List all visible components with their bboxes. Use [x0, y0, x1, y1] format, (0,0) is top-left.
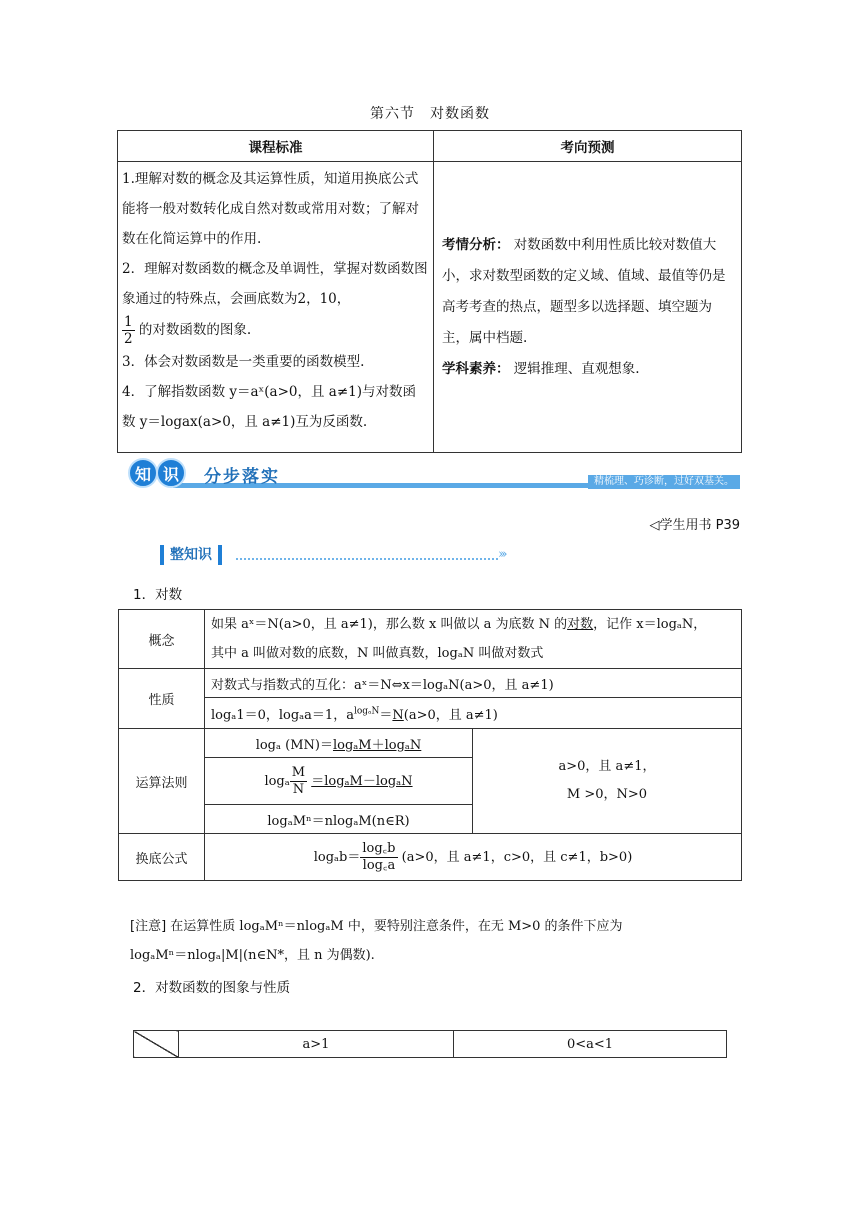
- change-of-base-formula: logₐb＝ $\frac{\log꜀b}{\log꜀a}$ (a>0，且 a≠1，c>0，且 c≠1，b>0): [205, 834, 742, 881]
- logarithm-table: [118, 609, 742, 881]
- standards-cell: [118, 162, 434, 453]
- change-of-base-label: 换底公式: [119, 834, 205, 881]
- standards-table: [117, 130, 742, 453]
- fraction-m-over-n: $\frac{M}{N}$: [291, 764, 306, 797]
- fraction-one-half: $\frac{1}{2}$: [124, 314, 133, 347]
- fraction-change-of-base: $\frac{\log꜀b}{\log꜀a}$: [362, 840, 396, 873]
- standards-header: 课程标准: [118, 131, 434, 162]
- standard-item-1: 1.理解对数的概念及其运算性质，知道用换底公式能将一般对数转化成自然对数或常用对数；了解对数在化简运算中的作用.: [122, 171, 419, 247]
- graph-properties-table: [133, 1030, 727, 1058]
- section-label: 整知识 ›››: [160, 545, 520, 567]
- rule-quotient: logₐ $\frac{M}{N}$ ＝logₐM－logₐN: [205, 758, 473, 805]
- note-line-1: [注意] 在运算性质 logₐMⁿ＝nlogₐM 中，要特别注意条件，在无 M>0 的条件下应为: [130, 919, 623, 934]
- forecast-cell: [434, 162, 742, 453]
- col-a-between-0-1: 0<a<1: [454, 1031, 727, 1058]
- banner-tagline: 精梳理、巧诊断，过好双基关。: [588, 475, 740, 489]
- analysis-text: 考情分析： 对数函数中利用性质比较对数值大小，求对数型函数的定义域、值域、最值等仍是高考考查的热点，题型多以选择题、填空题为主，属中档题.: [442, 236, 726, 346]
- rule-product: logₐ (MN)＝logₐM＋logₐN: [205, 729, 473, 758]
- standard-item-2-cont: $\frac{1}{2}$ 的对数函数的图象.: [124, 314, 252, 347]
- property-2: logₐ1＝0，logₐa＝1，$a^{log_aN}=N(a>0$，且 a≠1): [205, 698, 742, 729]
- page-title: 第六节 对数函数: [370, 106, 490, 122]
- section-banner: [128, 456, 740, 496]
- note-line-2: logₐMⁿ＝nlogₐ|M|(n∈N*，且 n 为偶数).: [130, 948, 375, 963]
- col-a-greater-1: a>1: [179, 1031, 454, 1058]
- heading-logarithm: 1．对数: [133, 587, 183, 603]
- banner-heading: 分步落实: [204, 467, 280, 487]
- forecast-header: 考向预测: [434, 131, 742, 162]
- page-reference: ◁学生用书 P39: [649, 518, 740, 533]
- rules-condition: a>0，且 a≠1， M >0，N>0: [473, 729, 742, 834]
- heading-graph-properties: 2．对数函数的图象与性质: [133, 980, 291, 996]
- standard-item-3: 3．体会对数函数是一类重要的函数模型.: [122, 354, 365, 370]
- concept-cell: 如果 aˣ＝N(a>0，且 a≠1)，那么数 x 叫做以 a 为底数 N 的对数，记作 x＝logₐN， 其中 a 叫做对数的底数，N 叫做真数，logₐN 叫做对数式: [205, 610, 742, 669]
- dotted-rule: [236, 558, 498, 560]
- rule-power: logₐMⁿ＝nlogₐM(n∈R): [205, 805, 473, 834]
- standard-item-4: 4．了解指数函数 y＝aˣ(a>0，且 a≠1)与对数函数 y＝logax(a>0，且 a≠1)互为反函数.: [122, 384, 417, 430]
- literacy-text: 学科素养： 逻辑推理、直观想象.: [442, 360, 640, 377]
- knowledge-badge: 知 识: [128, 456, 188, 490]
- rules-label: 运算法则: [119, 729, 205, 834]
- property-1: 对数式与指数式的互化：aˣ＝N⇔x＝logₐN(a>0，且 a≠1): [205, 669, 742, 698]
- concept-label: 概念: [119, 610, 205, 669]
- diagonal-header-cell: [134, 1031, 179, 1058]
- chevron-right-icon: ›››: [498, 547, 505, 562]
- property-label: 性质: [119, 669, 205, 729]
- standard-item-2: 2．理解对数函数的概念及单调性，掌握对数函数图象通过的特殊点，会画底数为2，10，: [122, 261, 428, 307]
